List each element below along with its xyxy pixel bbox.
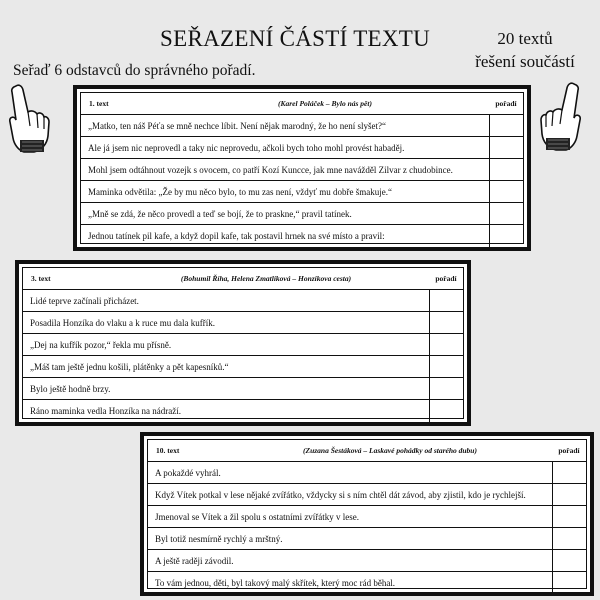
table-row <box>148 572 586 594</box>
paragraph-text: A pokaždé vyhrál. <box>155 467 221 478</box>
table-row <box>81 181 523 203</box>
order-field[interactable] <box>429 356 463 377</box>
side-note <box>460 27 590 73</box>
order-field[interactable] <box>429 378 463 399</box>
card-source: (Karel Poláček – Bylo nás pět) <box>278 99 372 108</box>
order-field[interactable] <box>429 334 463 355</box>
paragraph-text: Byl totiž nesmírně rychlý a mrštný. <box>155 533 283 544</box>
table-row <box>148 484 586 506</box>
table-row <box>81 203 523 225</box>
order-field[interactable] <box>429 312 463 333</box>
paragraph-text: Ale já jsem nic neprovedl a taky nic neprovedu, ačkoli bych toho mohl provést habaděj. <box>88 142 405 153</box>
table-row <box>23 378 463 400</box>
order-field[interactable] <box>552 572 586 594</box>
paragraph-text: „Máš tam ještě jednu košili, plátěnky a pět kapesníků.“ <box>30 361 229 372</box>
order-field[interactable] <box>489 225 523 247</box>
card-source: (Bohumil Říha, Helena Zmatlíková – Honzíkova cesta) <box>180 274 352 283</box>
table-row <box>23 334 463 356</box>
order-field[interactable] <box>552 550 586 571</box>
card-number: 3. text <box>31 274 51 283</box>
card-header <box>81 93 523 115</box>
table-row <box>81 115 523 137</box>
order-field[interactable] <box>552 484 586 505</box>
order-label: pořadí <box>435 274 457 283</box>
paragraph-text: Když Vítek potkal v lese nějaké zvířátko, vždycky si s ním chtěl dát závod, aby zjistil, kdo je rychlejší. <box>155 489 526 500</box>
paragraph-text: „Mně se zdá, že něco provedl a teď se bojí, že to praskne,“ pravil tatínek. <box>88 208 352 219</box>
order-label: pořadí <box>495 99 517 108</box>
paragraph-text: Bylo ještě hodně brzy. <box>30 383 111 394</box>
pointing-hand-icon <box>540 80 584 152</box>
table-row <box>148 550 586 572</box>
paragraph-text: Ráno maminka vedla Honzíka na nádraží. <box>30 406 181 416</box>
table-row <box>148 462 586 484</box>
paragraph-text: Mohl jsem odtáhnout vozejk s ovocem, co patří Kozí Kuncce, jak mne navážděl Zilvar z chudobince. <box>88 164 453 175</box>
card-number: 1. text <box>89 99 109 108</box>
order-field[interactable] <box>552 506 586 527</box>
order-field[interactable] <box>489 159 523 180</box>
card-number: 10. text <box>156 446 180 455</box>
paragraph-text: Posadila Honzíka do vlaku a k ruce mu dala kufřík. <box>30 317 215 328</box>
card-header <box>23 268 463 290</box>
solution-note: řešení součástí <box>475 52 575 71</box>
exercise-card-10 <box>140 432 594 596</box>
order-field[interactable] <box>489 137 523 158</box>
order-field[interactable] <box>552 462 586 483</box>
order-label: pořadí <box>558 446 580 455</box>
table-row <box>23 290 463 312</box>
card-source: (Zuzana Šestáková – Laskavé pohádky od starého dubu) <box>303 446 477 455</box>
paragraph-text: „Matko, ten náš Péťa se mně nechce líbit. Není nějak marodný, že ho není slyšet?“ <box>88 120 386 131</box>
paragraph-text: „Dej na kufřík pozor,“ řekla mu přísně. <box>30 339 172 350</box>
table-row <box>81 225 523 247</box>
exercise-card-1 <box>73 85 531 251</box>
paragraph-text: Lidé teprve začínali přicházet. <box>30 295 139 306</box>
text-count: 20 textů <box>497 29 553 48</box>
order-field[interactable] <box>489 181 523 202</box>
instruction-text: Seřaď 6 odstavců do správného pořadí. <box>13 62 256 79</box>
order-field[interactable] <box>429 400 463 422</box>
paragraph-text: Maminka odvětila: „Že by mu něco bylo, to mu zas není, vždyť mu dobře šmakuje.“ <box>88 186 393 197</box>
table-row <box>148 528 586 550</box>
table-row <box>23 312 463 334</box>
paragraph-text: Jednou tatínek pil kafe, a když dopil kafe, tak postavil hrnek na své místo a pravil: <box>88 231 385 241</box>
order-field[interactable] <box>552 528 586 549</box>
table-row <box>23 400 463 422</box>
table-row <box>81 137 523 159</box>
table-row <box>148 506 586 528</box>
card-header <box>148 440 586 462</box>
order-field[interactable] <box>489 203 523 224</box>
table-row <box>81 159 523 181</box>
paragraph-text: A ještě raději závodil. <box>155 555 234 566</box>
exercise-card-3 <box>15 260 471 426</box>
page-title: SEŘAZENÍ ČÁSTÍ TEXTU <box>160 26 431 51</box>
order-field[interactable] <box>489 115 523 136</box>
pointing-hand-icon <box>6 82 50 154</box>
paragraph-text: To vám jednou, děti, byl takový malý skřítek, který moc rád běhal. <box>155 578 396 588</box>
table-row <box>23 356 463 378</box>
order-field[interactable] <box>429 290 463 311</box>
paragraph-text: Jmenoval se Vítek a žil spolu s ostatními zvířátky v lese. <box>155 511 360 522</box>
